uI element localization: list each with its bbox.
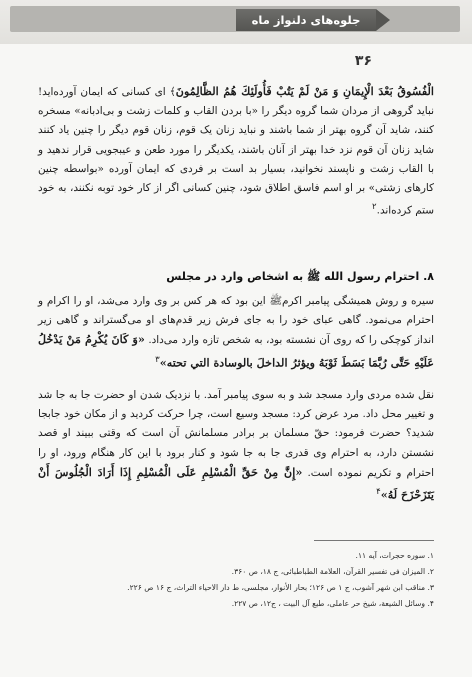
hadith-quote: «إِنَّ مِنْ حَقِّ الْمُسْلِمِ عَلَى الْمُسْلِمِ إِذَا أَرَادَ الْجُلُوسَ أَنْ يَتَزَحْزَحَ لَهُ»: [38, 464, 434, 502]
book-title: جلوه‌های دلنواز ماه: [236, 9, 376, 31]
footnote-4: ۴. وسائل الشیعة، شیخ حر عاملی، طبع آل البیت ، ج۱۲، ص ۲۲۷.: [231, 599, 434, 608]
footnote-1: ۱. سوره حجرات، آیه ۱۱.: [355, 551, 434, 560]
paragraph-2: [38, 292, 434, 373]
running-header: [0, 0, 472, 44]
footnote-ref: ۳: [155, 354, 160, 365]
footnotes: [38, 548, 434, 612]
footnote-divider: [314, 540, 434, 541]
page-number: ۳۶: [354, 53, 372, 69]
footnote-2: ۲. المیزان فی تفسیر القرآن، العلامة الطباطبائی، ج ۱۸، ص ۳۶۰.: [231, 567, 434, 576]
header-arrow: [376, 9, 390, 31]
paragraph-1: [38, 82, 434, 221]
hadith-quote: «وَ كَانَ يُكْرِمُ مَنْ يَدْخُلُ عَلَيْهِ حَتَّى رُبَّمَا بَسَطَ ثَوْبَهُ ويؤثرُ الداخلَ بالوسادة التي تحته»: [38, 332, 434, 370]
header-bar: [10, 6, 460, 32]
paragraph-text: ﴾ ای کسانی که ایمان آورده‌اید! نباید گروهی از مردان شما گروه دیگر را «با بردن القاب و کلمات زشت و بی‌ادبانه» مسخره کنند، شاید آن گروه بهتر از شما باشند و نباید زنان یک قوم، زنان قوم دیگر را چنین یاد کنند شاید زنان آن قوم نزد خدا بهتر از آنان باشند، یکدیگر را مورد طعن و عیبجویی قرار ندهید و با القاب زشت و ناپسند نخوانید، بسیار بد است بر فردی که ایمان آورده «بواسطه چنین کارهای زشتی» بر او اسم فاسق اطلاق شود، چنین کسانی اگر از کار خود توبه نکنند، به خود ستم کرده‌اند.: [38, 86, 434, 217]
paragraph-text: سیره و روش همیشگی پیامبر اکرمﷺ این بود که هر کس بر وی وارد می‌شد، او را اکرام و احترام می‌نمود. گاهی عبای خود را به جای فرش زیر قدم‌های او می‌گستراند و گاهی زیر انداز کوچکی را که روی آن نشسته بود، به شخص تازه وارد می‌داد.: [38, 295, 435, 347]
footnote-ref: ۲: [371, 202, 377, 213]
footnote-ref: ۴: [376, 487, 381, 498]
paragraph-text: نقل شده مردی وارد مسجد شد و به سوی پیامبر آمد. با نزدیک شدن او حضرت جا به جا شد و تغییر محل داد. مرد عرض کرد: مسجد وسیع است، چرا حرکت کردید و از مکان خود جابجا شدید؟ حضرت فرمود: حقّ مسلمان بر برادر مسلمانش آن است که وقتی ببیند او قصد نشستن دارد، به احترام وی قدری جا به جا شود و کنار برود با این کار هنگام ورود، او را احترام و تکریم نموده است.: [38, 389, 435, 479]
footnote-3: ۳. مناقب ابن شهر آشوب، ج ۱ ص ۱۲۶؛ بحار الأنوار، مجلسی، ط دار الاحیاء التراث، ج ۱۶ ص ۲۲۶.: [127, 583, 434, 592]
quran-verse: الْفُسُوقُ بَعْدَ الْإِيمَانِ وَ مَنْ لَمْ يَتُبْ فَأُولَئِكَ هُمُ الظَّالِمُونَ: [175, 84, 435, 98]
paragraph-3: [38, 386, 434, 506]
section-heading: ۸. احترام رسول الله ﷺ به اشخاص وارد در مجلس: [166, 270, 434, 283]
